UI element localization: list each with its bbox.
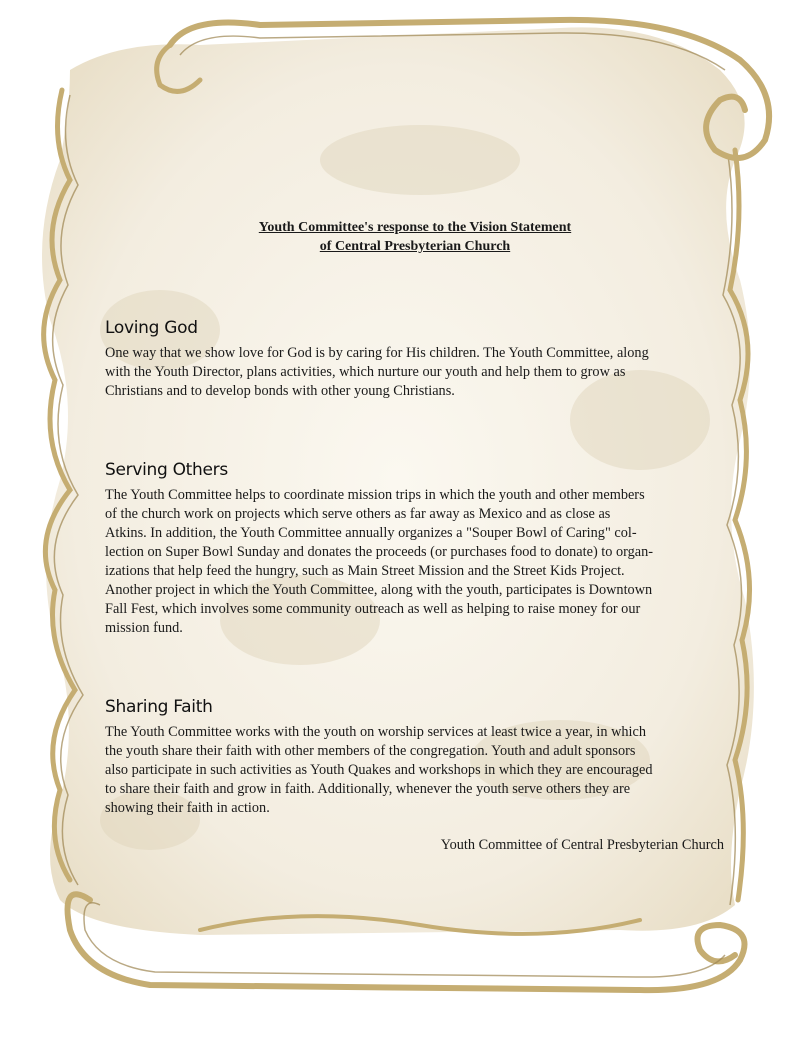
section-heading-loving-god: Loving God (105, 318, 198, 338)
section-body-serving-others (105, 486, 727, 638)
text-line: mission fund. (105, 620, 183, 636)
section-body-sharing-faith (105, 723, 727, 818)
text-line: The Youth Committee works with the youth on worship services at least twice a year, in which (105, 724, 647, 740)
text-line: Fall Fest, which involves some community outreach as well as helping to raise money for our (105, 601, 641, 617)
text-line: The Youth Committee helps to coordinate mission trips in which the youth and other members (105, 487, 645, 503)
text-line: One way that we show love for God is by caring for His children. The Youth Committee, along (105, 345, 649, 361)
text-line: also participate in such activities as Youth Quakes and workshops in which they are encouraged (105, 762, 653, 778)
text-line: Another project in which the Youth Committee, along with the youth, participates is Downtown (105, 582, 653, 598)
section-heading-serving-others: Serving Others (105, 460, 228, 480)
section-heading-sharing-faith: Sharing Faith (105, 697, 213, 717)
text-line: izations that help feed the hungry, such as Main Street Mission and the Street Kids Project. (105, 563, 625, 579)
text-line: the youth share their faith with other members of the congregation. Youth and adult sponsors (105, 743, 636, 759)
section-body-loving-god (105, 344, 727, 401)
text-line: Christians and to develop bonds with other young Christians. (105, 383, 455, 399)
signature: Youth Committee of Central Presbyterian Church (440, 837, 724, 853)
text-line: to share their faith and grow in faith. Additionally, whenever the youth serve others they are (105, 781, 631, 797)
text-line: Atkins. In addition, the Youth Committee annually organizes a "Souper Bowl of Caring" col- (105, 525, 637, 541)
text-line: lection on Super Bowl Sunday and donates the proceeds (or purchases food to donate) to organ- (105, 544, 654, 560)
text-line: showing their faith in action. (105, 800, 270, 816)
document-title (130, 218, 700, 256)
text-line: of the church work on projects which serve others as far away as Mexico and as close as (105, 506, 611, 522)
title-line-1: Youth Committee's response to the Vision Statement (258, 220, 572, 235)
text-line: with the Youth Director, plans activities, which nurture our youth and help them to grow as (105, 364, 626, 380)
title-line-2: of Central Presbyterian Church (319, 239, 511, 254)
